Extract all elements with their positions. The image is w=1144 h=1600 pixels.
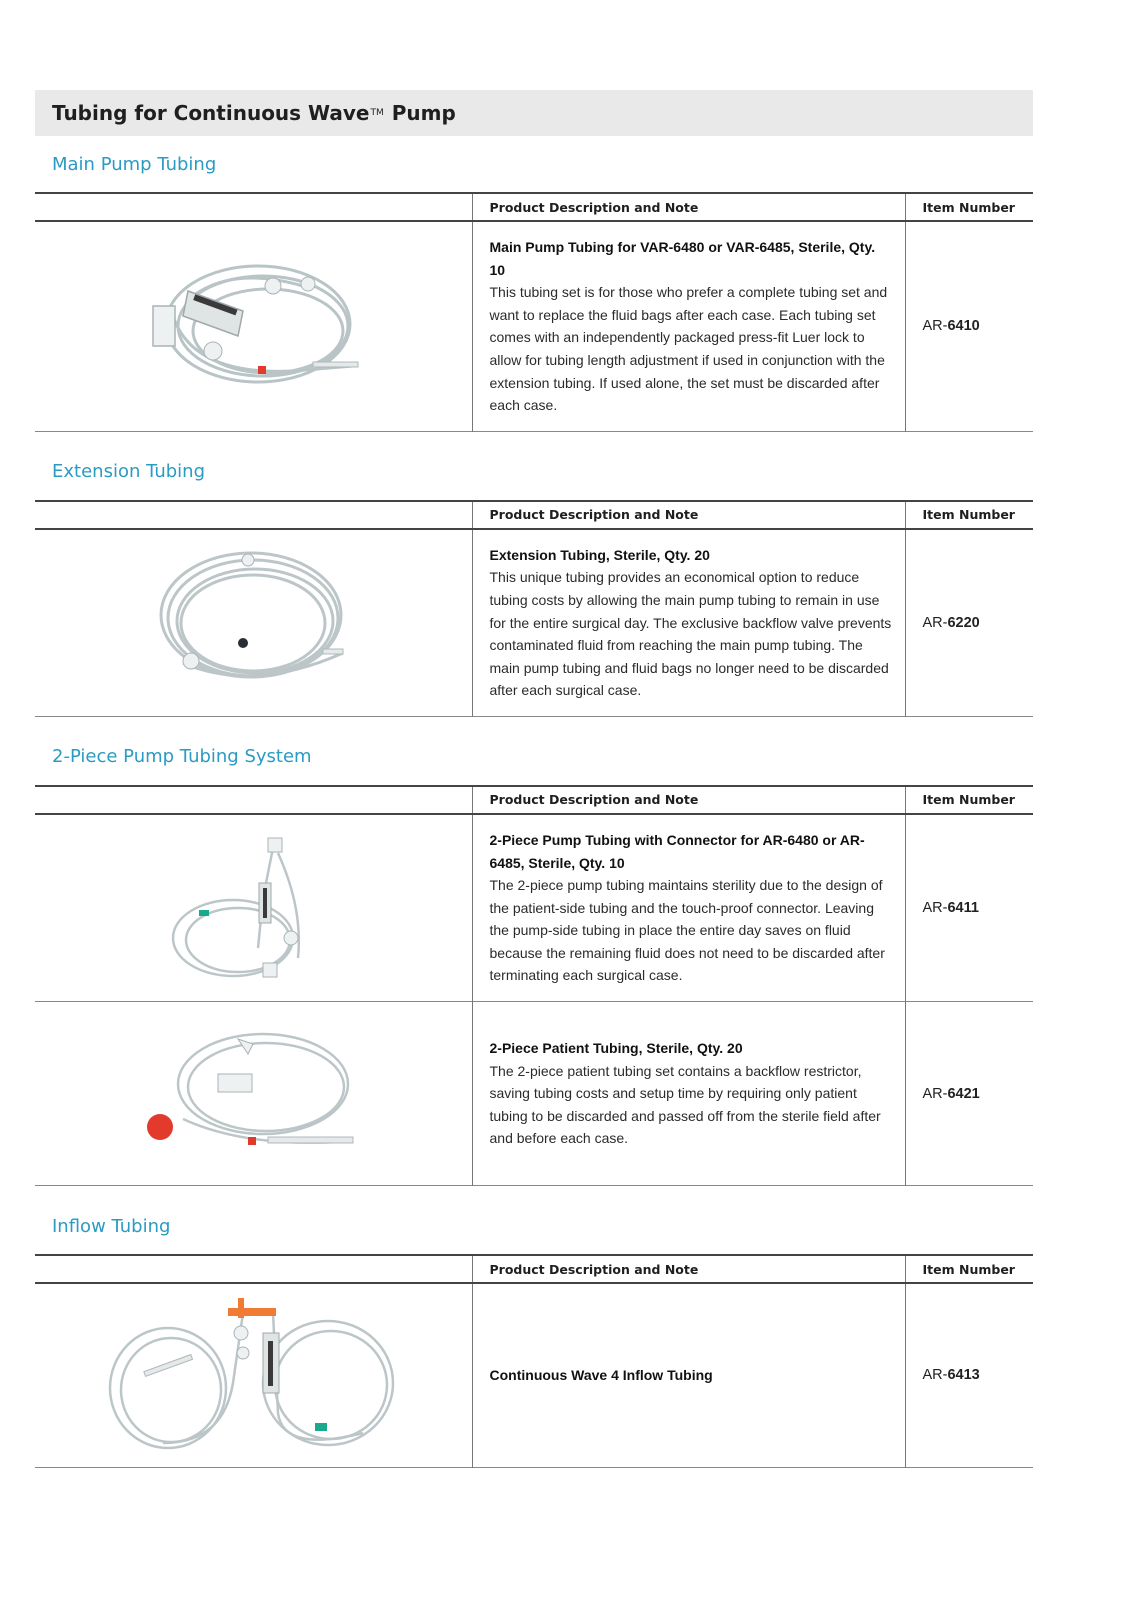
item-prefix: AR- (922, 318, 948, 335)
product-image-cell (35, 529, 472, 717)
description-column-header: Product Description and Note (472, 193, 905, 221)
item-prefix: AR- (922, 899, 948, 916)
table-row (35, 529, 1033, 717)
product-table-inflow (35, 1254, 1033, 1468)
item-number: 6410 (947, 318, 980, 335)
product-image-cell (35, 221, 472, 431)
image-column-header (35, 193, 472, 221)
table-header-row (35, 786, 1033, 814)
item-number: 6411 (947, 899, 979, 916)
table-row (35, 1002, 1033, 1186)
main-pump-tubing-image (133, 246, 373, 406)
trademark-mark: TM (370, 108, 384, 118)
section-heading-extension-tubing: Extension Tubing (52, 461, 206, 483)
item-number-cell (905, 529, 1033, 717)
item-number: 6413 (947, 1367, 980, 1384)
item-number: 6421 (947, 1085, 980, 1102)
item-number-cell (905, 1283, 1033, 1467)
item-prefix: AR- (922, 1085, 948, 1102)
product-title: 2-Piece Pump Tubing with Connector for AR-6480 or AR-6485, Sterile, Qty. 10 (489, 831, 865, 871)
product-title: Extension Tubing, Sterile, Qty. 20 (489, 546, 710, 563)
table-row (35, 814, 1033, 1002)
product-table-main-pump (35, 192, 1033, 432)
product-image-cell (35, 1283, 472, 1467)
product-description-cell (472, 1283, 905, 1467)
page-title: Tubing for Continuous Wave TM Pump (35, 90, 1033, 136)
product-description-cell (472, 529, 905, 717)
product-table-extension (35, 500, 1033, 717)
patient-tubing-image (138, 1019, 368, 1169)
image-column-header (35, 786, 472, 814)
extension-tubing-image (153, 543, 353, 703)
two-piece-pump-tubing-image (163, 828, 343, 988)
item-column-header: Item Number (905, 786, 1033, 814)
item-column-header: Item Number (905, 193, 1033, 221)
table-header-row (35, 1255, 1033, 1283)
table-row (35, 1283, 1033, 1467)
item-column-header: Item Number (905, 1255, 1033, 1283)
image-column-header (35, 501, 472, 529)
item-number-cell (905, 221, 1033, 431)
product-note: This unique tubing provides an economical option to reduce tubing costs by allowing the main pump tubing to remain in use for the entire surgical day. The exclusive backflow valve prevents contaminated fluid from reaching the main pump tubing. The main pump tubing and fluid bags no longer need to be discarded after each surgical case. (489, 569, 892, 699)
product-title: Continuous Wave 4 Inflow Tubing (489, 1367, 713, 1384)
section-heading-two-piece-pump-tubing: 2-Piece Pump Tubing System (52, 746, 312, 768)
description-column-header: Product Description and Note (472, 786, 905, 814)
item-prefix: AR- (922, 614, 948, 631)
image-column-header (35, 1255, 472, 1283)
product-note: The 2-piece patient tubing set contains a backflow restrictor, saving tubing costs and setup time by requiring only patient tubing to be discarded and passed off from the sterile field after and before each case. (489, 1062, 881, 1147)
product-table-two-piece (35, 785, 1033, 1186)
product-image-cell (35, 814, 472, 1002)
description-column-header: Product Description and Note (472, 1255, 905, 1283)
section-heading-main-pump-tubing: Main Pump Tubing (52, 153, 217, 175)
inflow-tubing-image (103, 1293, 403, 1458)
product-title: Main Pump Tubing for VAR-6480 or VAR-6485, Sterile, Qty. 10 (489, 239, 876, 278)
table-header-row (35, 193, 1033, 221)
item-number: 6220 (947, 614, 980, 631)
product-description-cell (472, 1002, 905, 1186)
product-description-cell (472, 221, 905, 431)
catalog-page (35, 90, 1033, 1468)
product-description-cell (472, 814, 905, 1002)
item-column-header: Item Number (905, 501, 1033, 529)
item-number-cell (905, 1002, 1033, 1186)
section-heading-inflow-tubing: Inflow Tubing (52, 1215, 171, 1237)
product-note: This tubing set is for those who prefer a complete tubing set and want to replace the fluid bags after each case. Each tubing set comes with an independently packaged press-fit Luer lock to allow for tubing length adjustment if used in conjunction with the extension tubing. If used alone, the set must be discarded after each case. (489, 284, 888, 414)
item-prefix: AR- (922, 1367, 948, 1384)
product-title: 2-Piece Patient Tubing, Sterile, Qty. 20 (489, 1040, 743, 1057)
product-note: The 2-piece pump tubing maintains sterility due to the design of the patient-side tubing and the touch-proof connector. Leaving the pump-side tubing in place the entire day saves on fluid because the remaining fluid does not need to be discarded after terminating each surgical case. (489, 877, 885, 984)
description-column-header: Product Description and Note (472, 501, 905, 529)
table-row (35, 221, 1033, 431)
item-number-cell (905, 814, 1033, 1002)
product-image-cell (35, 1002, 472, 1186)
table-header-row (35, 501, 1033, 529)
